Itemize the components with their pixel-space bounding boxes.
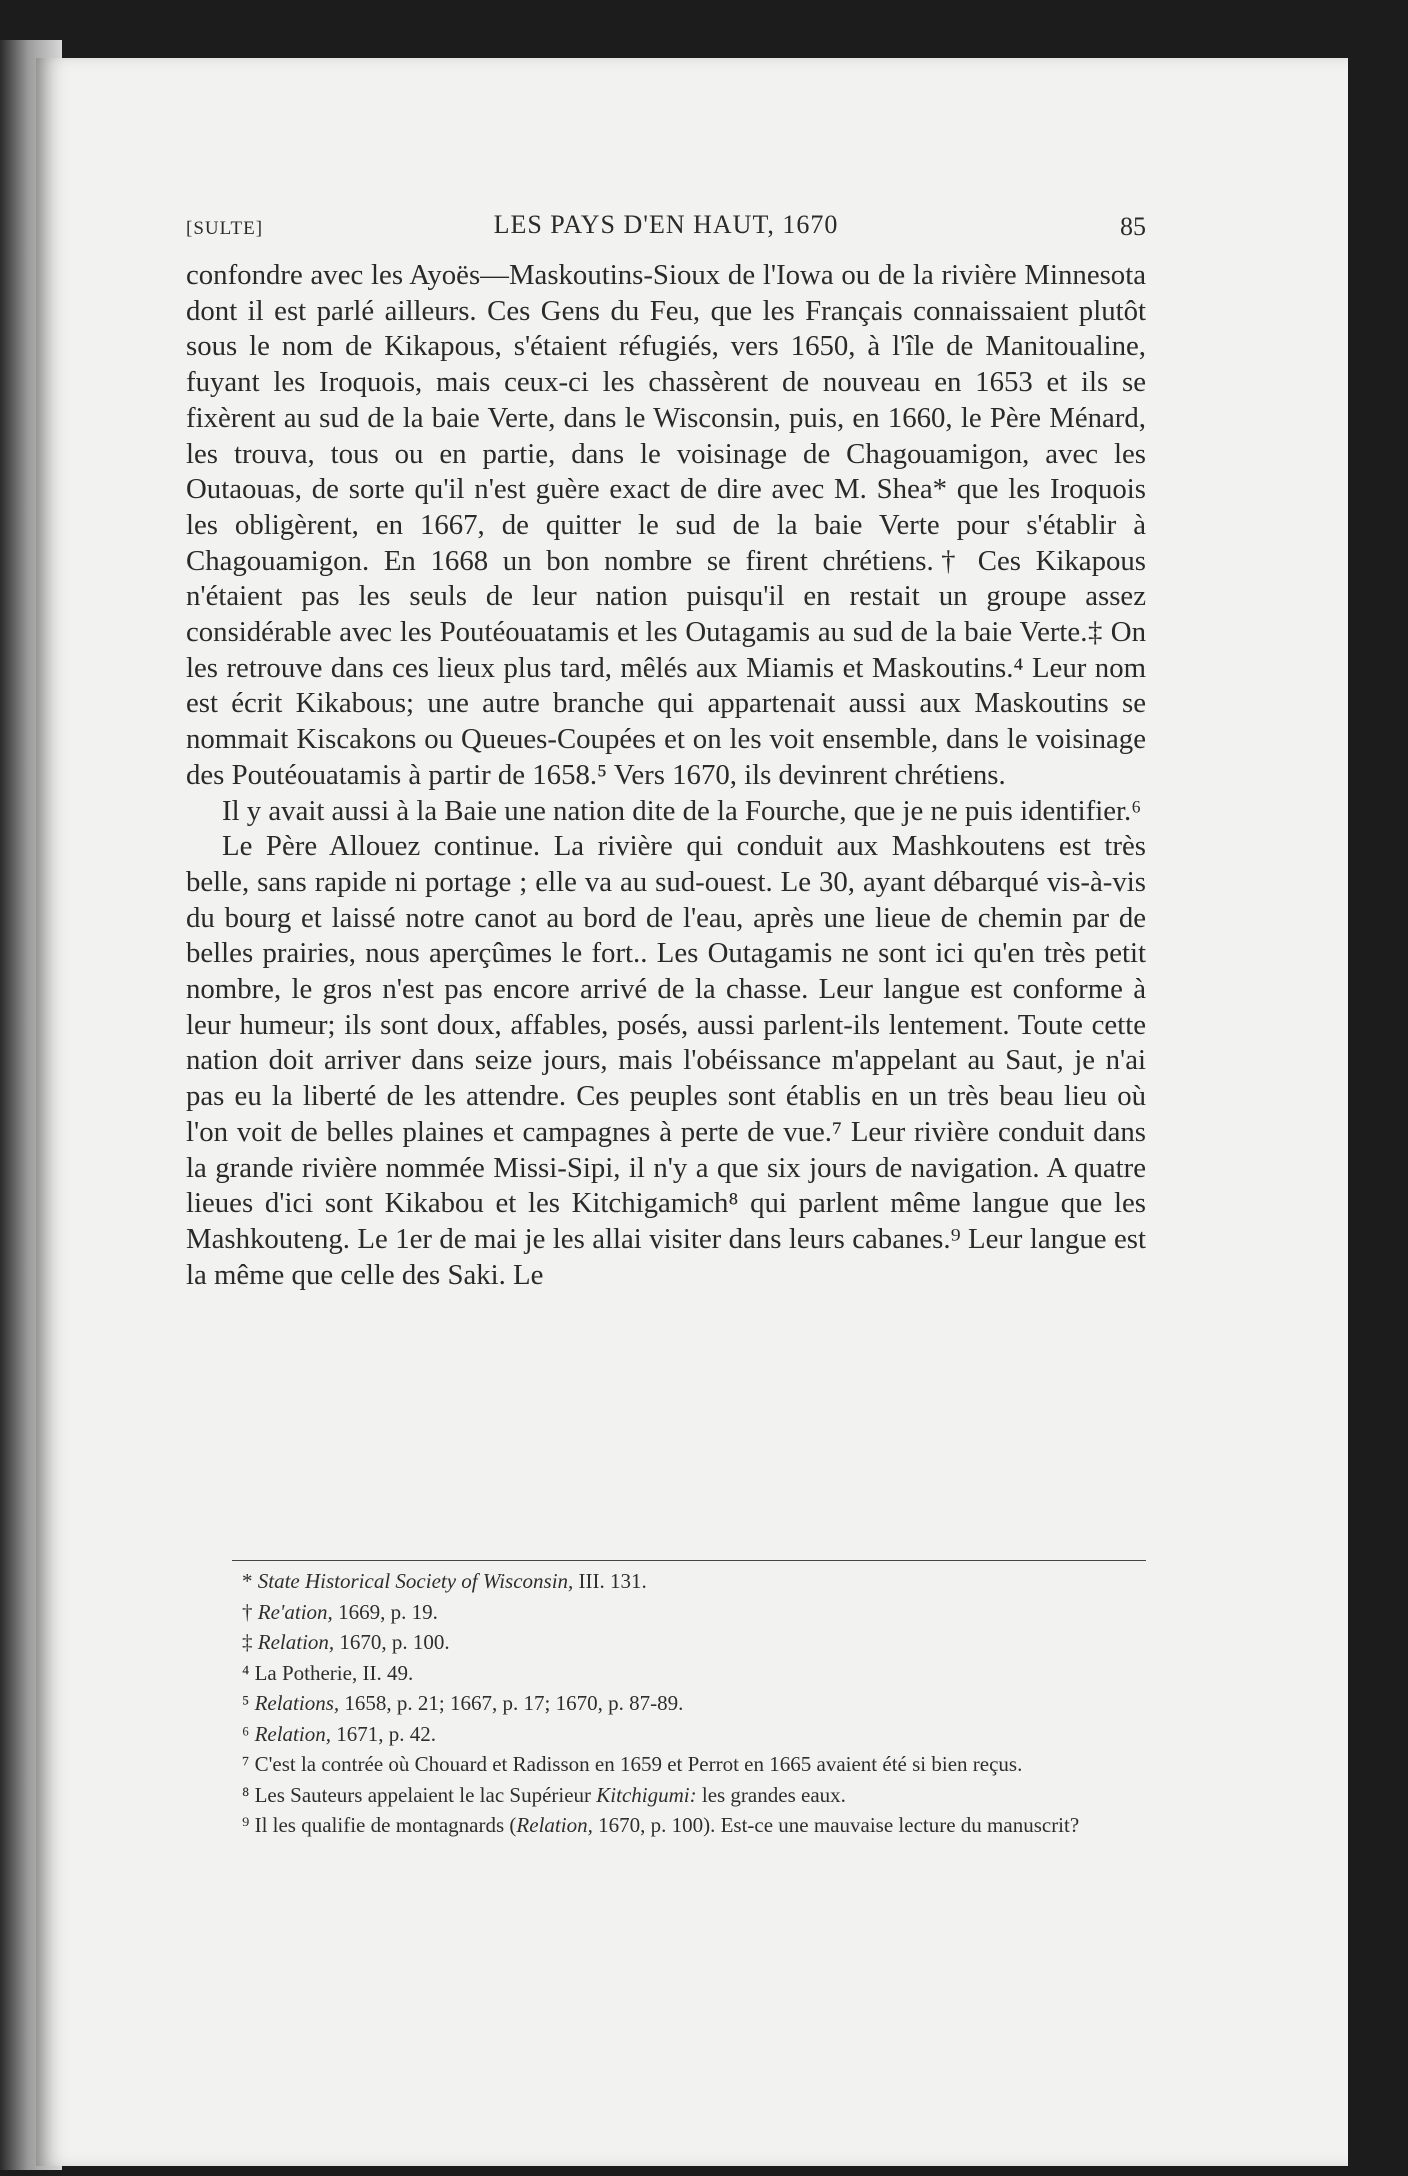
page-number: 85 — [1120, 212, 1146, 241]
footnote-6: ⁶ Relation, 1671, p. 42. — [242, 1721, 436, 1746]
footnote-2: † Re'ation, 1669, p. 19. — [242, 1599, 438, 1624]
running-title: LES PAYS D'EN HAUT, 1670 — [493, 210, 839, 239]
main-text — [186, 258, 1146, 1293]
footnote-3: ‡ Relation, 1670, p. 100. — [242, 1630, 450, 1654]
footnote-rule — [232, 1560, 1146, 1561]
footnote-7: ⁷ C'est la contrée où Chouard et Radisson en 1659 et Perrot en 1665 avaient été si bien reçus. — [242, 1752, 1023, 1776]
paragraph-2: Il y avait aussi à la Baie une nation dite de la Fourche, que je ne puis identifier.⁶ — [222, 794, 1142, 827]
page-header — [186, 208, 1146, 248]
footnote-9: ⁹ Il les qualifie de montagnards (Relation, 1670, p. 100). Est-ce une mauvaise lecture du manuscrit? — [242, 1813, 1080, 1837]
footnote-8: ⁸ Les Sauteurs appelaient le lac Supérieur Kitchigumi: les grandes eaux. — [242, 1782, 846, 1807]
footnote-1: * State Historical Society of Wisconsin, III. 131. — [242, 1569, 647, 1593]
footnotes — [186, 1566, 1146, 1841]
section-label: [SULTE] — [186, 218, 264, 239]
paragraph-1: confondre avec les Ayoës—Maskoutins-Sioux de l'Iowa ou de la rivière Minnesota dont il est parlé ailleurs. Ces Gens du Feu, que les Français connaissaient plutôt sous le nom de Kikapous, s'étaient réfugiés, vers 1650, à l'île de Manitoualine, fuyant les Iroquois, mais ceux-ci les chassèrent de nouveau en 1653 et ils se fixèrent au sud de la baie Verte, dans le Wisconsin, puis, en 1660, le Père Ménard, les trouva, tous ou en partie, dans le voisinage de Chagouamigon, avec les Outaouas, de sorte qu'il n'est guère exact de dire avec M. Shea* que les Iroquois les obligèrent, en 1667, de quitter le sud de la baie Verte pour s'établir à Chagouamigon. En 1668 un bon nombre se firent chrétiens.† Ces Kikapous n'étaient pas les seuls de leur nation puisqu'il en restait un groupe assez considérable avec les Poutéouatamis et les Outagamis au sud de la baie Verte.‡ On les retrouve dans ces lieux plus tard, mêlés aux Miamis et Maskoutins.⁴ Leur nom est écrit Kikabous; une autre branche qui appartenait aussi aux Maskoutins se nommait Kiscakons ou Queues-Coupées et on les voit ensemble, dans le voisinage des Poutéouatamis à partir de 1658.⁵ Vers 1670, ils devinrent chrétiens. — [186, 259, 1146, 791]
footnote-5: ⁵ Relations, 1658, p. 21; 1667, p. 17; 1670, p. 87-89. — [242, 1691, 684, 1715]
paragraph-3: Le Père Allouez continue. La rivière qui conduit aux Mashkoutens est très belle, sans rapide ni portage ; elle va au sud-ouest. Le 30, ayant débarqué vis-à-vis du bourg et laissé notre canot au bord de l'eau, après une lieue de chemin par de belles prairies, nous aperçûmes le fort.. Les Outagamis ne sont ici qu'en très petit nombre, le gros n'est pas encore arrivé de la chasse. Leur langue est conforme à leur humeur; ils sont doux, affables, posés, aussi parlent-ils lentement. Toute cette nation doit arriver dans seize jours, mais l'obéissance m'appelant au Saut, je n'ai pas eu la liberté de les attendre. Ces peuples sont établis en un très beau lieu où l'on voit de belles plaines et campagnes à perte de vue.⁷ Leur rivière conduit dans la grande rivière nommée Missi-Sipi, il n'y a que six jours de navigation. A quatre lieues d'ici sont Kikabou et les Kitchigamich⁸ qui parlent même langue que les Mashkouteng. Le 1er de mai je les allai visiter dans leurs cabanes.⁹ Leur langue est la même que celle des Saki. Le — [186, 830, 1146, 1291]
footnote-4: ⁴ La Potherie, II. 49. — [242, 1660, 414, 1685]
